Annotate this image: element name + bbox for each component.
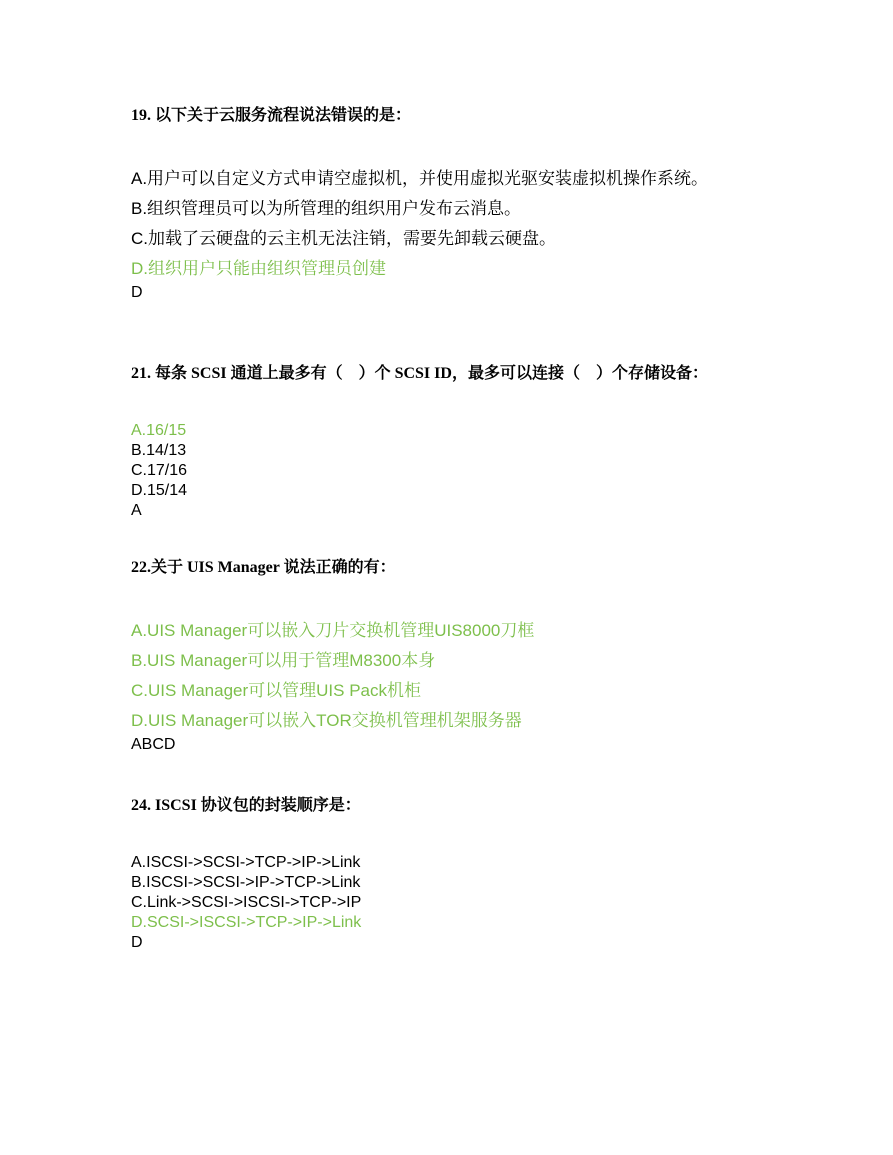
option-a-correct: A.UIS Manager可以嵌入刀片交换机管理UIS8000刀框	[131, 621, 535, 640]
option-b: B.14/13	[131, 442, 187, 459]
question-22-answer: ABCD	[131, 736, 176, 753]
option-a-correct: A.16/15	[131, 422, 187, 439]
option-b: B.组织管理员可以为所管理的组织用户发布云消息。	[131, 199, 522, 218]
option-c: C.加载了云硬盘的云主机无法注销，需要先卸载云硬盘。	[131, 229, 556, 248]
question-21-options	[131, 421, 187, 501]
option-d-correct: D.组织用户只能由组织管理员创建	[131, 259, 386, 278]
question-22-title: 22.关于 UIS Manager 说法正确的有：	[131, 559, 396, 576]
question-24-options	[131, 853, 361, 933]
option-d-correct: D.UIS Manager可以嵌入TOR交换机管理机架服务器	[131, 711, 522, 730]
question-19-title: 19. 以下关于云服务流程说法错误的是：	[131, 107, 412, 124]
option-d-correct: D.SCSI->ISCSI->TCP->IP->Link	[131, 914, 362, 931]
option-a: A.ISCSI->SCSI->TCP->IP->Link	[131, 854, 361, 871]
question-24-title: 24. ISCSI 协议包的封装顺序是：	[131, 797, 361, 814]
question-19-options	[131, 164, 708, 284]
question-21-title: 21. 每条 SCSI 通道上最多有（ ）个 SCSI ID，最多可以连接（ ）个存储设备：	[131, 365, 708, 382]
option-a: A.用户可以自定义方式申请空虚拟机，并使用虚拟光驱安装虚拟机操作系统。	[131, 169, 709, 188]
option-b: B.ISCSI->SCSI->IP->TCP->Link	[131, 874, 361, 891]
question-22-options	[131, 616, 534, 736]
option-c: C.Link->SCSI->ISCSI->TCP->IP	[131, 894, 362, 911]
option-c: C.17/16	[131, 462, 188, 479]
question-19-answer: D	[131, 284, 143, 301]
option-c-correct: C.UIS Manager可以管理UIS Pack机柜	[131, 681, 422, 700]
option-b-correct: B.UIS Manager可以用于管理M8300本身	[131, 651, 436, 670]
option-d: D.15/14	[131, 482, 188, 499]
question-24-answer: D	[131, 934, 143, 951]
question-21-answer: A	[131, 502, 142, 519]
